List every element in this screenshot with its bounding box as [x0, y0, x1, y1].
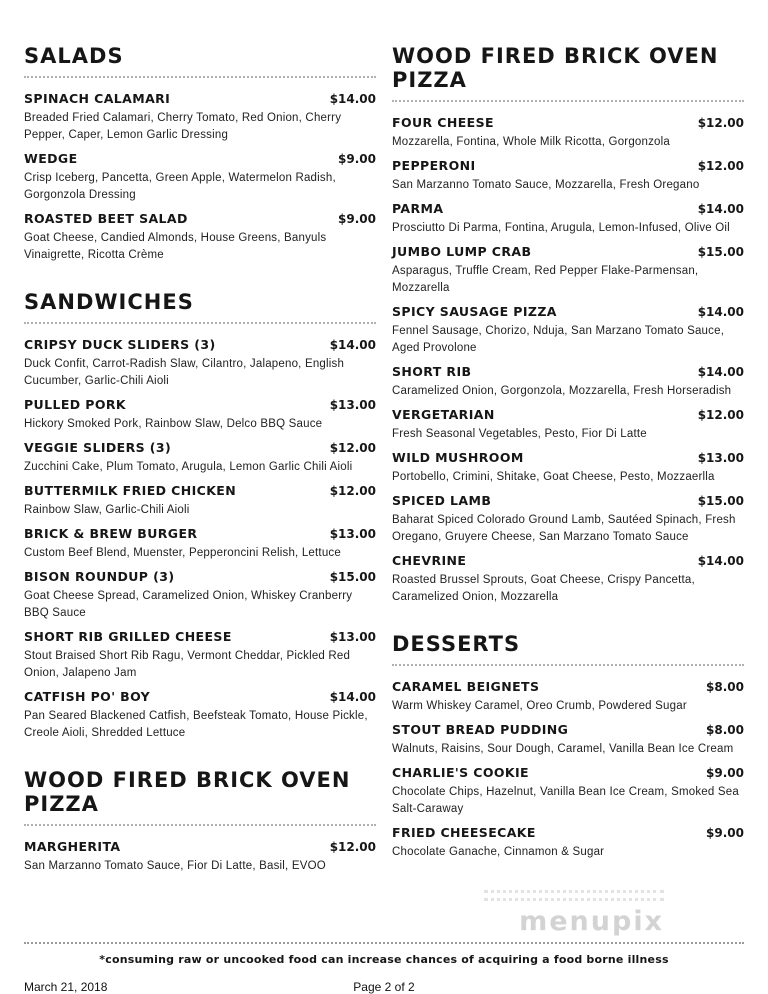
item-name: CRIPSY DUCK SLIDERS (3)	[24, 337, 216, 352]
item-description: Hickory Smoked Pork, Rainbow Slaw, Delco BBQ Sauce	[24, 418, 323, 430]
section-title: SALADS	[24, 44, 376, 78]
menu-section	[392, 632, 744, 861]
item-header	[392, 824, 744, 842]
item-header	[24, 568, 376, 586]
menu-item	[392, 764, 744, 818]
section-title: DESSERTS	[392, 632, 744, 666]
item-price: $9.00	[706, 766, 744, 780]
item-description: Walnuts, Raisins, Sour Dough, Caramel, Vanilla Bean Ice Cream	[392, 743, 734, 755]
item-description: Rainbow Slaw, Garlic-Chili Aioli	[24, 504, 190, 516]
item-header	[24, 210, 376, 228]
menu-item	[24, 838, 376, 875]
item-description: Chocolate Ganache, Cinnamon & Sugar	[392, 846, 605, 858]
item-description: Stout Braised Short Rib Ragu, Vermont Cheddar, Pickled Red Onion, Jalapeno Jam	[24, 650, 351, 679]
item-description: Prosciutto Di Parma, Fontina, Arugula, Lemon-Infused, Olive Oil	[392, 222, 730, 234]
item-price: $13.00	[329, 398, 376, 412]
item-price: $12.00	[697, 159, 744, 173]
item-price: $12.00	[329, 441, 376, 455]
item-price: $13.00	[329, 630, 376, 644]
item-name: CHEVRINE	[392, 553, 467, 568]
section-items	[392, 114, 744, 606]
menu-item	[24, 568, 376, 622]
section-title: WOOD FIRED BRICK OVEN PIZZA	[24, 768, 376, 826]
item-name: VEGGIE SLIDERS (3)	[24, 440, 172, 455]
item-price: $8.00	[706, 723, 744, 737]
item-price: $12.00	[329, 484, 376, 498]
item-name: SHORT RIB	[392, 364, 472, 379]
item-price: $14.00	[329, 92, 376, 106]
watermark-dots-decoration	[484, 890, 664, 901]
section-title: SANDWICHES	[24, 290, 376, 324]
item-name: VERGETARIAN	[392, 407, 495, 422]
item-price: $9.00	[338, 152, 376, 166]
menu-item	[392, 492, 744, 546]
section-title: WOOD FIRED BRICK OVEN PIZZA	[392, 44, 744, 102]
menu-body	[24, 44, 744, 901]
item-header	[392, 303, 744, 321]
watermark: menupix	[519, 906, 664, 937]
item-description: Roasted Brussel Sprouts, Goat Cheese, Crispy Pancetta, Caramelized Onion, Mozzarella	[392, 574, 695, 603]
disclaimer: *consuming raw or uncooked food can increase chances of acquiring a food borne illness	[99, 953, 669, 966]
menu-item	[392, 243, 744, 297]
item-name: JUMBO LUMP CRAB	[392, 244, 532, 259]
item-price: $14.00	[329, 338, 376, 352]
item-header	[392, 449, 744, 467]
item-header	[392, 406, 744, 424]
menu-item	[24, 396, 376, 433]
menu-section	[24, 768, 376, 875]
menu-item	[24, 482, 376, 519]
section-items	[24, 90, 376, 264]
item-name: BRICK & BREW BURGER	[24, 526, 198, 541]
menu-item	[392, 114, 744, 151]
menu-section	[24, 290, 376, 742]
item-description: Zucchini Cake, Plum Tomato, Arugula, Lemon Garlic Chili Aioli	[24, 461, 353, 473]
item-description: Caramelized Onion, Gorgonzola, Mozzarella, Fresh Horseradish	[392, 385, 732, 397]
item-name: BISON ROUNDUP (3)	[24, 569, 175, 584]
item-price: $15.00	[697, 494, 744, 508]
item-description: San Marzanno Tomato Sauce, Fior Di Latte, Basil, EVOO	[24, 860, 326, 872]
item-header	[24, 838, 376, 856]
menu-column-left	[24, 44, 376, 901]
item-name: CARAMEL BEIGNETS	[392, 679, 540, 694]
item-price: $14.00	[697, 365, 744, 379]
menu-item	[392, 678, 744, 715]
item-price: $12.00	[329, 840, 376, 854]
section-items	[24, 838, 376, 875]
watermark-block	[24, 890, 744, 936]
item-header	[24, 482, 376, 500]
menu-item	[392, 824, 744, 861]
item-header	[392, 721, 744, 739]
footer-page-number: Page 2 of 2	[353, 980, 415, 994]
item-header	[392, 678, 744, 696]
item-name: WILD MUSHROOM	[392, 450, 524, 465]
item-header	[24, 525, 376, 543]
menu-item	[392, 303, 744, 357]
menu-item	[24, 150, 376, 204]
menu-item	[392, 200, 744, 237]
item-description: Chocolate Chips, Hazelnut, Vanilla Bean Ice Cream, Smoked Sea Salt-Caraway	[392, 786, 739, 815]
item-description: Asparagus, Truffle Cream, Red Pepper Flake-Parmensan, Mozzarella	[392, 265, 699, 294]
item-name: CHARLIE'S COOKIE	[392, 765, 529, 780]
menu-item	[392, 449, 744, 486]
item-name: SHORT RIB GRILLED CHEESE	[24, 629, 232, 644]
item-name: SPINACH CALAMARI	[24, 91, 171, 106]
menu-item	[392, 552, 744, 606]
item-name: PARMA	[392, 201, 444, 216]
item-price: $14.00	[329, 690, 376, 704]
footer-date: March 21, 2018	[24, 980, 108, 994]
section-items	[392, 678, 744, 861]
item-header	[392, 363, 744, 381]
menu-section	[392, 44, 744, 606]
item-header	[392, 243, 744, 261]
item-description: Custom Beef Blend, Muenster, Pepperoncini Relish, Lettuce	[24, 547, 341, 559]
item-price: $9.00	[706, 826, 744, 840]
item-description: Duck Confit, Carrot-Radish Slaw, Cilantro, Jalapeno, English Cucumber, Garlic-Chili Aioli	[24, 358, 345, 387]
item-price: $15.00	[697, 245, 744, 259]
item-description: Fennel Sausage, Chorizo, Nduja, San Marzano Tomato Sauce, Aged Provolone	[392, 325, 725, 354]
menu-item	[24, 210, 376, 264]
menu-column-right	[392, 44, 744, 901]
item-description: Pan Seared Blackened Catfish, Beefsteak Tomato, House Pickle, Creole Aioli, Shredded Lettuce	[24, 710, 368, 739]
item-price: $15.00	[329, 570, 376, 584]
item-name: FRIED CHEESECAKE	[392, 825, 536, 840]
section-items	[24, 336, 376, 742]
item-price: $13.00	[329, 527, 376, 541]
item-header	[392, 200, 744, 218]
item-price: $14.00	[697, 554, 744, 568]
item-header	[24, 628, 376, 646]
item-description: Warm Whiskey Caramel, Oreo Crumb, Powdered Sugar	[392, 700, 687, 712]
item-price: $12.00	[697, 408, 744, 422]
item-header	[392, 157, 744, 175]
item-description: Fresh Seasonal Vegetables, Pesto, Fior Di Latte	[392, 428, 647, 440]
menu-item	[24, 439, 376, 476]
item-header	[24, 336, 376, 354]
item-name: PEPPERONI	[392, 158, 476, 173]
item-description: Breaded Fried Calamari, Cherry Tomato, Red Onion, Cherry Pepper, Caper, Lemon Garlic Dressing	[24, 112, 342, 141]
menu-item	[392, 406, 744, 443]
item-price: $14.00	[697, 305, 744, 319]
item-header	[24, 396, 376, 414]
menu-item	[24, 688, 376, 742]
item-header	[392, 492, 744, 510]
item-header	[24, 90, 376, 108]
item-name: BUTTERMILK FRIED CHICKEN	[24, 483, 237, 498]
item-description: Crisp Iceberg, Pancetta, Green Apple, Watermelon Radish, Gorgonzola Dressing	[24, 172, 336, 201]
menu-item	[24, 90, 376, 144]
item-description: San Marzanno Tomato Sauce, Mozzarella, Fresh Oregano	[392, 179, 700, 191]
item-header	[24, 688, 376, 706]
item-price: $14.00	[697, 202, 744, 216]
item-header	[24, 150, 376, 168]
item-name: FOUR CHEESE	[392, 115, 494, 130]
item-name: CATFISH PO' BOY	[24, 689, 151, 704]
item-name: PULLED PORK	[24, 397, 127, 412]
menu-item	[24, 336, 376, 390]
item-header	[392, 552, 744, 570]
item-name: MARGHERITA	[24, 839, 121, 854]
footer-divider	[24, 942, 744, 944]
menu-item	[392, 721, 744, 758]
menu-item	[24, 628, 376, 682]
item-description: Goat Cheese, Candied Almonds, House Greens, Banyuls Vinaigrette, Ricotta Crème	[24, 232, 327, 261]
item-name: ROASTED BEET SALAD	[24, 211, 188, 226]
item-name: WEDGE	[24, 151, 78, 166]
item-description: Baharat Spiced Colorado Ground Lamb, Sautéed Spinach, Fresh Oregano, Gruyere Cheese, San Marzano Tomato Sauce	[392, 514, 736, 543]
item-description: Goat Cheese Spread, Caramelized Onion, Whiskey Cranberry BBQ Sauce	[24, 590, 353, 619]
menu-item	[392, 363, 744, 400]
footer-area	[0, 890, 768, 994]
item-price: $12.00	[697, 116, 744, 130]
item-header	[392, 764, 744, 782]
item-name: SPICY SAUSAGE PIZZA	[392, 304, 557, 319]
item-price: $8.00	[706, 680, 744, 694]
item-name: SPICED LAMB	[392, 493, 492, 508]
item-price: $9.00	[338, 212, 376, 226]
item-price: $13.00	[697, 451, 744, 465]
menu-section	[24, 44, 376, 264]
menu-item	[392, 157, 744, 194]
item-header	[392, 114, 744, 132]
item-header	[24, 439, 376, 457]
menu-item	[24, 525, 376, 562]
item-description: Mozzarella, Fontina, Whole Milk Ricotta, Gorgonzola	[392, 136, 671, 148]
item-description: Portobello, Crimini, Shitake, Goat Cheese, Pesto, Mozzaerlla	[392, 471, 715, 483]
item-name: STOUT BREAD PUDDING	[392, 722, 569, 737]
